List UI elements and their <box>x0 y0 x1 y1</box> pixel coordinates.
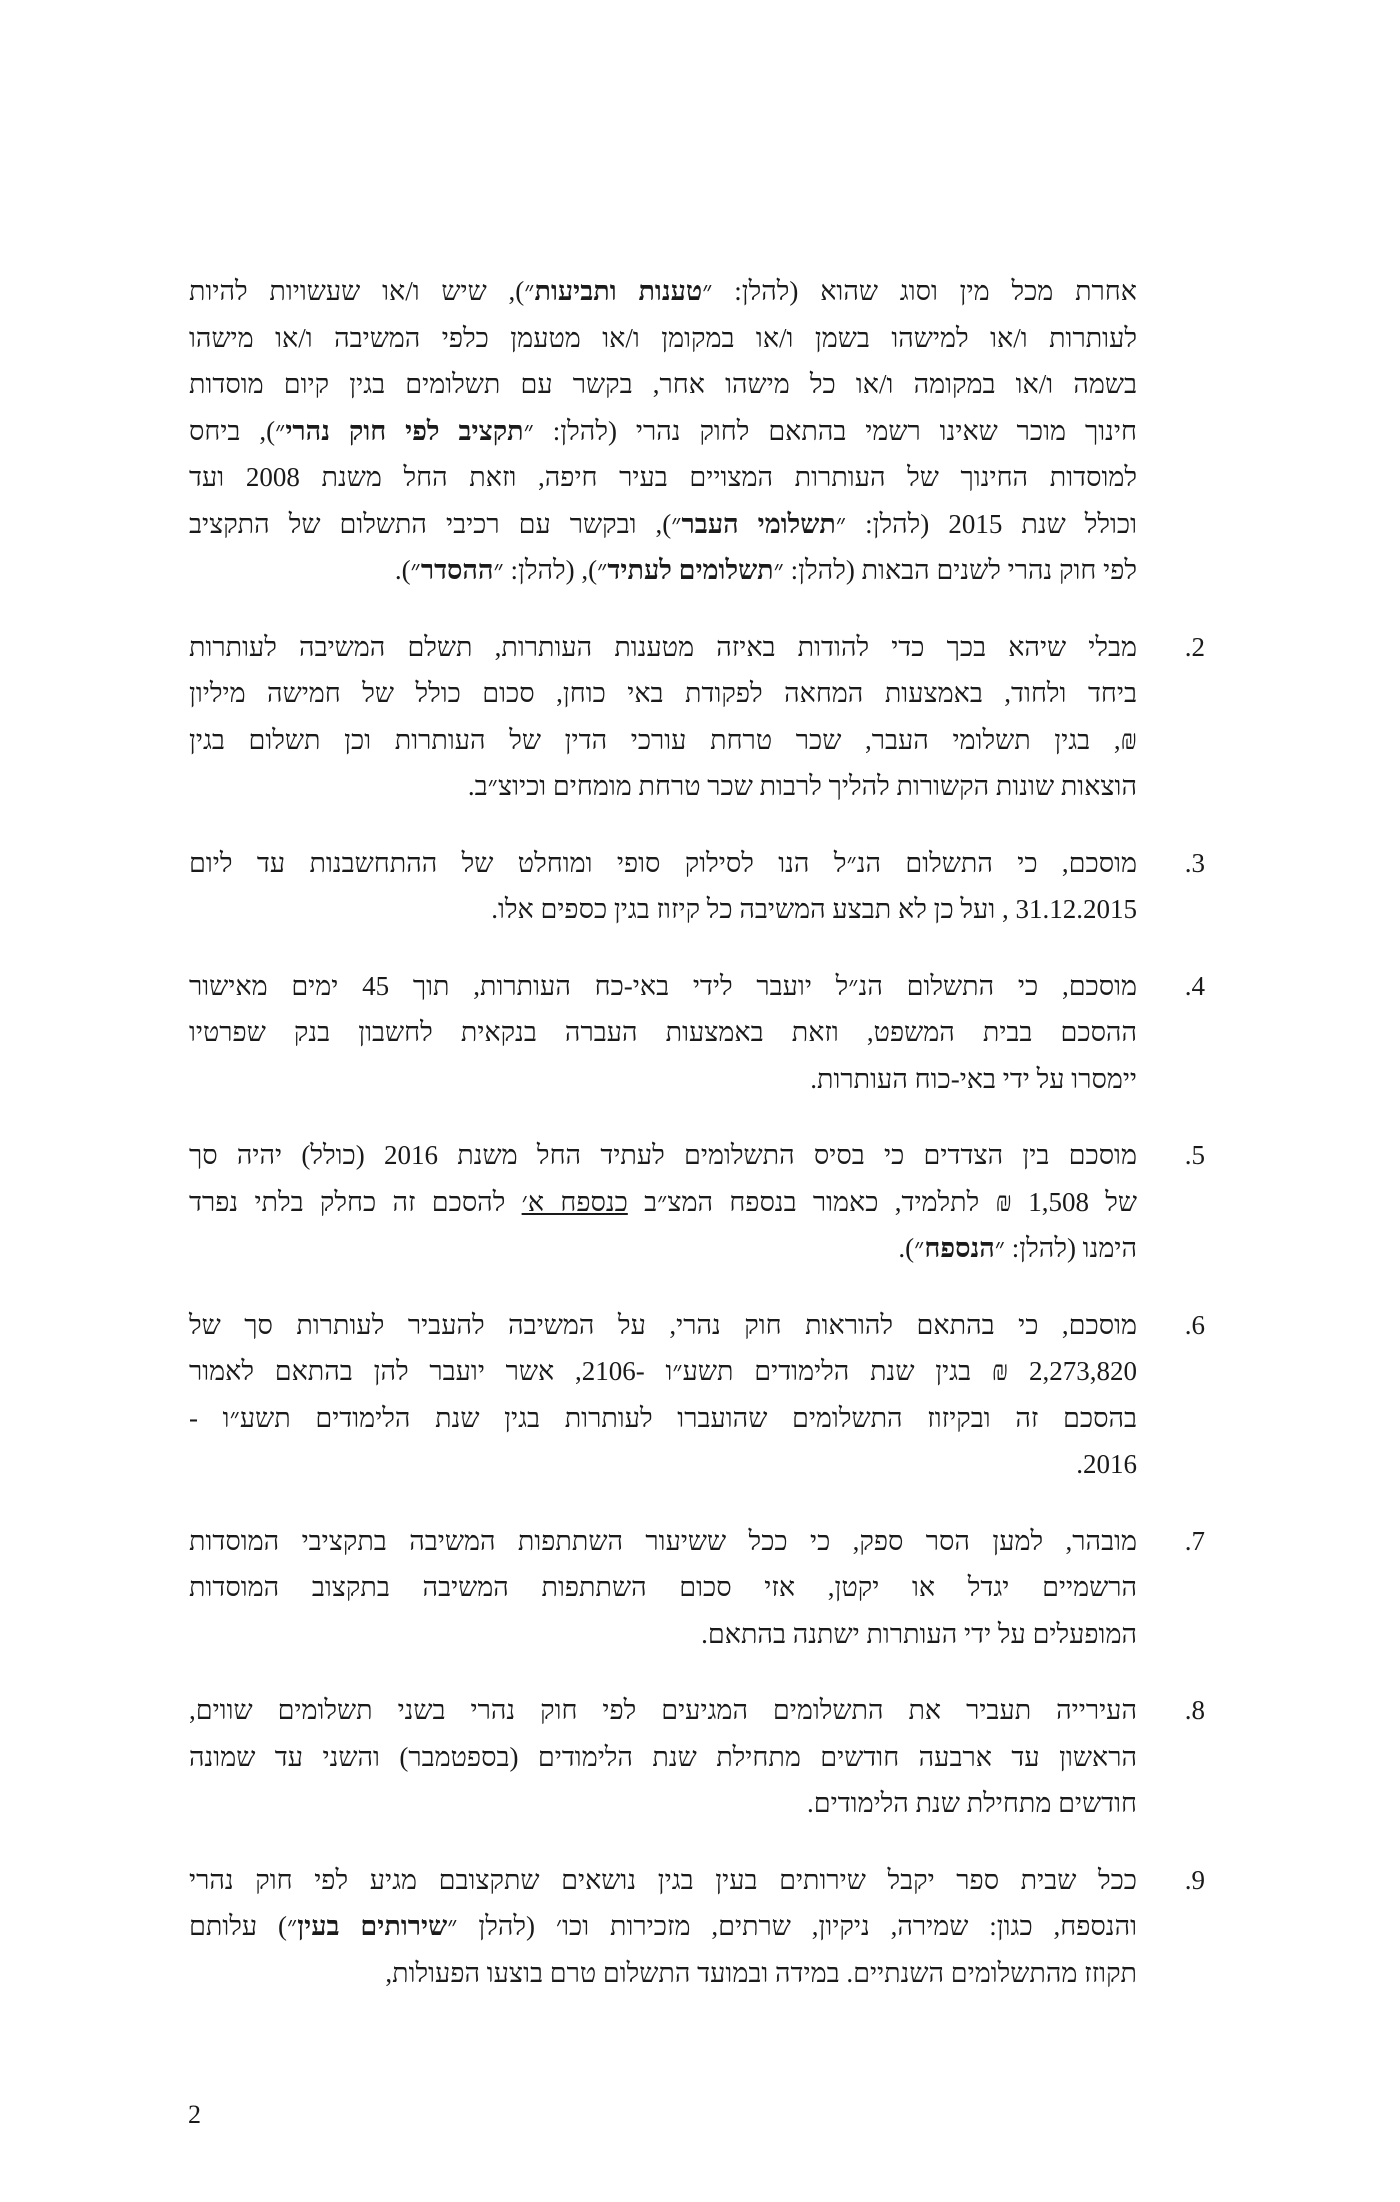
text-line <box>189 1518 1137 1565</box>
text-segment: והנספח, כגון: שמירה, ניקיון, שרתים, מזכירות וכו׳ (להלן ״ <box>447 1911 1138 1941</box>
text-line <box>189 670 1137 717</box>
text-line <box>189 1564 1137 1611</box>
text-line <box>189 454 1137 501</box>
text-line <box>189 547 1137 594</box>
text-line <box>189 963 1137 1010</box>
text-line <box>189 1009 1137 1056</box>
clause-number: 3. <box>1184 847 1205 878</box>
defined-term: הנספח <box>924 1233 995 1263</box>
text-line <box>189 1734 1137 1781</box>
page-number: 2 <box>188 2100 201 2129</box>
clause-number: 9. <box>1184 1864 1205 1895</box>
text-line <box>189 1132 1137 1179</box>
defined-term: ההסדר <box>420 555 494 585</box>
text-segment: וכולל שנת 2015 (להלן: ״ <box>835 508 1138 539</box>
text-segment: מבלי שיהא בכך כדי להודות באיזה מטענות העותרות, תשלם המשיבה לעותרות <box>189 631 1137 662</box>
text-segment: ״) עלותם <box>189 1911 298 1941</box>
text-segment: מובהר, למען הסר ספק, כי ככל ששיעור השתתפות המשיבה בתקציבי המוסדות <box>189 1525 1137 1556</box>
text-segment: הראשון עד ארבעה חודשים מתחילת שנת הלימודים (בספטמבר) והשני עד שמונה <box>189 1741 1137 1772</box>
clause-paragraph <box>189 1857 1205 1997</box>
text-line <box>189 1780 1137 1827</box>
text-line <box>189 886 1137 933</box>
text-segment: מוסכם, כי התשלום הנ״ל יועבר לידי באי-כח העותרות, תוך 45 ימים מאישור <box>189 970 1138 1001</box>
text-segment: המופעלים על ידי העותרות ישתנה בהתאם. <box>701 1618 1137 1649</box>
clause-number: 6. <box>1184 1309 1205 1340</box>
text-line <box>189 1348 1137 1395</box>
text-line <box>189 1611 1137 1658</box>
text-line <box>189 501 1137 548</box>
clause-number: 4. <box>1184 970 1205 1001</box>
text-line <box>189 840 1137 887</box>
text-segment: חינוך מוכר שאינו רשמי בהתאם לחוק נהרי (להלן: ״ <box>523 415 1137 446</box>
text-segment: 2,273,820 ₪ בגין שנת הלימודים תשע״ו -2106, אשר יועבר להן בהתאם לאמור <box>189 1356 1138 1386</box>
text-segment: אחרת מכל מין וסוג שהוא (להלן: ״ <box>702 276 1137 306</box>
text-segment: ״), ביחס <box>189 415 286 446</box>
clause-paragraph <box>189 1518 1205 1658</box>
text-line <box>189 1687 1137 1734</box>
clause-text <box>189 268 1137 594</box>
clause-paragraph <box>189 840 1205 933</box>
text-segment: להסכם זה כחלק בלתי נפרד <box>189 1186 522 1217</box>
text-segment: לפי חוק נהרי לשנים הבאות (להלן: ״ <box>773 555 1137 585</box>
clause-text <box>189 963 1137 1103</box>
text-segment: לעותרות ו/או למישהו בשמן ו/או במקומן ו/או מטעמן כלפי המשיבה ו/או מישהו <box>189 322 1137 353</box>
text-line <box>189 1056 1137 1103</box>
clause-text <box>189 1857 1137 1997</box>
text-segment: הרשמיים יגדל או יקטן, אזי סכום השתתפות המשיבה בתקצוב המוסדות <box>189 1572 1137 1602</box>
text-segment: בשמה ו/או במקומה ו/או כל מישהו אחר, בקשר עם תשלומים בגין קיום מוסדות <box>189 369 1137 399</box>
text-segment: הוצאות שונות הקשורות להליך לרבות שכר טרחת מומחים וכיוצ״ב. <box>467 771 1137 801</box>
text-segment: ככל שבית ספר יקבל שירותים בעין בגין נושאים שתקצובם מגיע לפי חוק נהרי <box>189 1864 1137 1895</box>
text-line <box>189 1225 1137 1272</box>
text-line <box>189 763 1137 810</box>
clause-text <box>189 624 1137 810</box>
text-segment: של 1,508 ₪ לתלמיד, כאמור בנספח המצ״ב <box>627 1186 1138 1217</box>
text-segment: ״), ובקשר עם רכיבי התשלום של התקציב <box>189 508 682 539</box>
clause-text <box>189 1518 1137 1658</box>
text-segment: ביחד ולחוד, באמצעות המחאה לפקודת באי כוחן, סכום כולל של חמישה מיליון <box>189 678 1137 708</box>
text-line <box>189 1302 1137 1349</box>
defined-term: טענות ותביעות <box>534 276 703 306</box>
text-segment: 31.12.2015 , ועל כן לא תבצע המשיבה כל קיזוז בגין כספים אלו. <box>491 894 1137 924</box>
clause-paragraph <box>189 1687 1205 1827</box>
text-line <box>189 624 1137 671</box>
clause-text <box>189 1302 1137 1488</box>
clause-text <box>189 1687 1137 1827</box>
text-segment: ״). <box>898 1233 925 1263</box>
clause-paragraph <box>189 268 1205 594</box>
text-segment: ״), שיש ו/או שעשויות להיות <box>189 276 535 306</box>
defined-term: תשלומי העבר <box>681 508 836 539</box>
text-segment: יימסרו על ידי באי-כוח העותרות. <box>810 1063 1137 1094</box>
text-line <box>189 1857 1137 1904</box>
text-segment: ההסכם בבית המשפט, וזאת באמצעות העברה בנקאית לחשבון בנק שפרטיו <box>189 1017 1137 1047</box>
text-line <box>189 1395 1137 1442</box>
text-line <box>189 1179 1137 1226</box>
clause-text <box>189 840 1137 933</box>
text-segment: בהסכם זה ובקיזוז התשלומים שהועברו לעותרות בגין שנת הלימודים תשע״ו - <box>189 1402 1137 1433</box>
text-segment: מוסכם בין הצדדים כי בסיס התשלומים לעתיד החל משנת 2016 (כולל) יהיה סך <box>189 1140 1137 1170</box>
text-segment: מוסכם, כי בהתאם להוראות חוק נהרי, על המשיבה להעביר לעותרות סך של <box>189 1309 1137 1340</box>
defined-term: תשלומים לעתיד <box>607 555 774 585</box>
text-segment: ₪, בגין תשלומי העבר, שכר טרחת עורכי הדין של העותרות וכן תשלום בגין <box>189 724 1137 755</box>
text-line <box>189 1950 1137 1997</box>
text-segment: הימנו (להלן: ״ <box>994 1233 1137 1263</box>
clause-paragraph <box>189 1132 1205 1272</box>
clause-number <box>1137 268 1205 594</box>
text-line <box>189 268 1137 315</box>
text-line <box>189 315 1137 362</box>
clause-text <box>189 1132 1137 1272</box>
text-segment: ״). <box>394 555 421 585</box>
text-line <box>189 408 1137 455</box>
text-segment: ״), (להלן: ״ <box>493 555 608 585</box>
clause-number: 5. <box>1184 1140 1205 1170</box>
defined-term: תקציב לפי חוק נהרי <box>285 415 524 446</box>
text-line <box>189 1441 1137 1488</box>
document-body <box>189 268 1205 2026</box>
annex-reference: כנספח א׳ <box>521 1186 628 1217</box>
text-line <box>189 1903 1137 1950</box>
clause-paragraph <box>189 624 1205 810</box>
defined-term: שירותים בעין <box>297 1911 448 1941</box>
clause-number: 2. <box>1184 631 1205 662</box>
clause-number: 7. <box>1184 1525 1205 1556</box>
clause-paragraph <box>189 1302 1205 1488</box>
clause-paragraph <box>189 963 1205 1103</box>
text-segment: למוסדות החינוך של העותרות המצויים בעיר חיפה, וזאת החל משנת 2008 ועד <box>189 462 1137 492</box>
clause-number: 8. <box>1184 1695 1205 1725</box>
text-segment: 2016. <box>1076 1449 1137 1479</box>
text-line <box>189 361 1137 408</box>
text-line <box>189 717 1137 764</box>
text-segment: חודשים מתחילת שנת הלימודים. <box>807 1788 1137 1818</box>
text-segment: העירייה תעביר את התשלומים המגיעים לפי חוק נהרי בשני תשלומים שווים, <box>189 1695 1137 1725</box>
text-segment: מוסכם, כי התשלום הנ״ל הנו לסילוק סופי ומוחלט של ההתחשבנות עד ליום <box>189 847 1137 878</box>
text-segment: תקוזז מהתשלומים השנתיים. במידה ובמועד התשלום טרם בוצעו הפעולות, <box>385 1957 1137 1988</box>
